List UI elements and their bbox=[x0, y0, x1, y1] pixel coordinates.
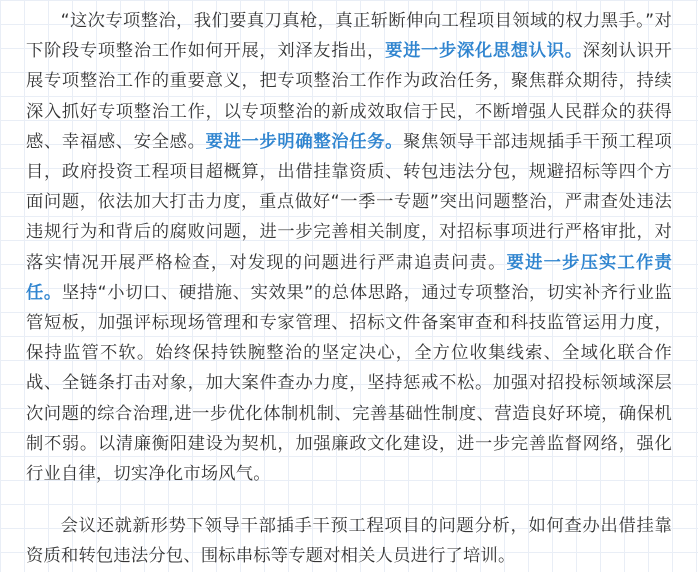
quote-intro-text: “这次专项整治，我们要真刀真枪，真正斩断伸向工程项目领域的权力黑手。”对下阶段专项整治工作如何开展，刘泽友指出， bbox=[26, 11, 672, 62]
body-text-supervision-measures: 坚持“小切口、硬措施、实效果”的总体思路，通过专项整治，切实补齐行业监管短板，加强评标现场管理和专家管理、招标文件备案审查和科技监管运用力度，保持监管不软。始终保持铁腕整治的坚定决心，全方位收集线索、全域化联合作战、全链条打击对象，加大案件查办力度，坚持惩戒不松。加强对招投标领域深层次问题的综合治理,进一步优化体制机制、完善基础性制度、营造良好环境，确保机制不弱。以清廉衡阳建设为契机，加强廉政文化建设，进一步完善监督网络，强化行业自律，切实净化市场风气。 bbox=[26, 282, 672, 485]
paragraph-training: 会议还就新形势下领导干部插手干预工程项目的问题分析，如何查办出借挂靠资质和转包违法分包、围标串标等专题对相关人员进行了培训。 bbox=[26, 516, 672, 567]
highlight-deepen-ideological-understanding: 要进一步深化思想认识。 bbox=[385, 41, 583, 62]
paragraph-measures bbox=[26, 6, 672, 489]
body-text-political-task: 深刻认识开展专项整治工作的重要意义，把专项整治工作作为政治任务，聚焦群众期待，持续深入抓好专项整治工作，以专项整治的新成效取信于民，不断增强人民群众的获得感、幸福感、安全感。 bbox=[26, 41, 672, 152]
highlight-clarify-rectification-tasks: 要进一步明确整治任务。 bbox=[205, 131, 404, 152]
body-text-rectification-focus: 聚焦领导干部违规插手干预工程项目，政府投资工程项目超概算，出借挂靠资质、转包违法分包，规避招标等四个方面问题，依法加大打击力度，重点做好“一季一专题”突出问题整治，严肃查处违法违规行为和背后的腐败问题，进一步完善相关制度，对招标事项进行严格审批，对落实情况开展严格检查，对发现的问题进行严肃追责问责。 bbox=[26, 131, 672, 273]
article-body bbox=[26, 6, 672, 572]
highlight-consolidate-work-responsibility: 要进一步压实工作责任。 bbox=[26, 252, 672, 303]
